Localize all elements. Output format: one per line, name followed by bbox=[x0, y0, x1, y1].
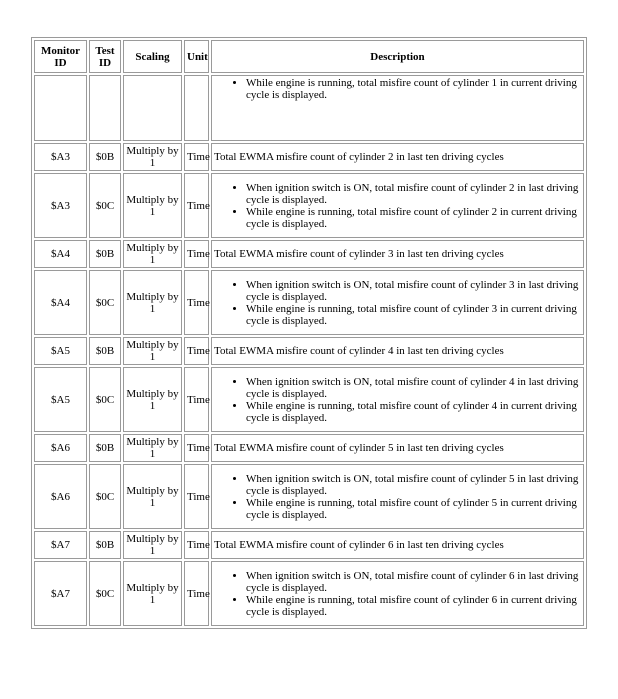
unit-cell bbox=[184, 75, 209, 141]
unit-cell: Time bbox=[184, 270, 209, 335]
header-scaling: Scaling bbox=[123, 40, 182, 73]
description-bullet-list bbox=[214, 279, 581, 327]
table-row bbox=[34, 561, 584, 626]
scaling-cell: Multiply by 1 bbox=[123, 240, 182, 268]
table-row bbox=[34, 434, 584, 462]
description-bullet: • When ignition switch is ON, total misfire count of cylinder 4 in last driving cycle is displayed. bbox=[246, 376, 581, 400]
scaling-cell: Multiply by 1 bbox=[123, 337, 182, 365]
description-bullet-list bbox=[214, 473, 581, 521]
test-id-cell: $0C bbox=[89, 367, 121, 432]
scaling-cell: Multiply by 1 bbox=[123, 367, 182, 432]
monitor-id-cell: $A5 bbox=[34, 337, 87, 365]
description-bullet-list bbox=[214, 182, 581, 230]
table-row bbox=[34, 75, 584, 141]
description-bullet: • While engine is running, total misfire count of cylinder 6 in current driving cycle is displayed. bbox=[246, 594, 581, 618]
header-unit: Unit bbox=[184, 40, 209, 73]
header-row bbox=[34, 40, 584, 73]
test-id-cell: $0B bbox=[89, 337, 121, 365]
description-bullet: • When ignition switch is ON, total misfire count of cylinder 5 in last driving cycle is displayed. bbox=[246, 473, 581, 497]
table-row bbox=[34, 240, 584, 268]
monitor-id-cell: $A4 bbox=[34, 240, 87, 268]
description-cell: Total EWMA misfire count of cylinder 4 in last ten driving cycles bbox=[211, 337, 584, 365]
description-cell: Total EWMA misfire count of cylinder 3 in last ten driving cycles bbox=[211, 240, 584, 268]
monitor-id-cell: $A6 bbox=[34, 434, 87, 462]
test-id-cell: $0B bbox=[89, 434, 121, 462]
unit-cell: Time bbox=[184, 561, 209, 626]
description-bullet-list bbox=[214, 376, 581, 424]
description-cell bbox=[211, 75, 584, 141]
description-cell bbox=[211, 561, 584, 626]
description-bullet: • While engine is running, total misfire count of cylinder 3 in current driving cycle is displayed. bbox=[246, 303, 581, 327]
table-row bbox=[34, 173, 584, 238]
description-bullet: • While engine is running, total misfire count of cylinder 2 in current driving cycle is displayed. bbox=[246, 206, 581, 230]
table-row bbox=[34, 367, 584, 432]
scaling-cell: Multiply by 1 bbox=[123, 143, 182, 171]
unit-cell: Time bbox=[184, 464, 209, 529]
test-id-cell: $0C bbox=[89, 561, 121, 626]
description-cell bbox=[211, 367, 584, 432]
description-cell: Total EWMA misfire count of cylinder 5 in last ten driving cycles bbox=[211, 434, 584, 462]
monitor-id-cell: $A4 bbox=[34, 270, 87, 335]
description-cell bbox=[211, 173, 584, 238]
unit-cell: Time bbox=[184, 143, 209, 171]
unit-cell: Time bbox=[184, 531, 209, 559]
description-bullet: • While engine is running, total misfire count of cylinder 5 in current driving cycle is displayed. bbox=[246, 497, 581, 521]
test-id-cell: $0B bbox=[89, 240, 121, 268]
description-bullet: • While engine is running, total misfire count of cylinder 1 in current driving cycle is displayed. bbox=[246, 77, 581, 101]
test-id-cell: $0C bbox=[89, 173, 121, 238]
table-row bbox=[34, 531, 584, 559]
monitor-id-cell: $A6 bbox=[34, 464, 87, 529]
scaling-cell bbox=[123, 75, 182, 141]
test-id-cell bbox=[89, 75, 121, 141]
description-bullet: • When ignition switch is ON, total misfire count of cylinder 6 in last driving cycle is displayed. bbox=[246, 570, 581, 594]
description-bullet-list bbox=[214, 570, 581, 618]
header-test-id: Test ID bbox=[89, 40, 121, 73]
description-cell: Total EWMA misfire count of cylinder 2 in last ten driving cycles bbox=[211, 143, 584, 171]
test-id-cell: $0C bbox=[89, 464, 121, 529]
monitor-id-cell: $A7 bbox=[34, 561, 87, 626]
scaling-cell: Multiply by 1 bbox=[123, 561, 182, 626]
description-bullet: • When ignition switch is ON, total misfire count of cylinder 3 in last driving cycle is displayed. bbox=[246, 279, 581, 303]
description-cell bbox=[211, 270, 584, 335]
unit-cell: Time bbox=[184, 434, 209, 462]
unit-cell: Time bbox=[184, 337, 209, 365]
description-bullet-list bbox=[214, 77, 581, 101]
monitor-id-cell: $A5 bbox=[34, 367, 87, 432]
header-description: Description bbox=[211, 40, 584, 73]
test-id-cell: $0B bbox=[89, 143, 121, 171]
test-id-cell: $0B bbox=[89, 531, 121, 559]
monitor-id-cell: $A3 bbox=[34, 143, 87, 171]
table-row bbox=[34, 143, 584, 171]
table-row bbox=[34, 464, 584, 529]
table-row bbox=[34, 337, 584, 365]
test-id-cell: $0C bbox=[89, 270, 121, 335]
scaling-cell: Multiply by 1 bbox=[123, 270, 182, 335]
table-container bbox=[31, 37, 587, 629]
unit-cell: Time bbox=[184, 240, 209, 268]
header-monitor-id: Monitor ID bbox=[34, 40, 87, 73]
scaling-cell: Multiply by 1 bbox=[123, 434, 182, 462]
scaling-cell: Multiply by 1 bbox=[123, 531, 182, 559]
unit-cell: Time bbox=[184, 367, 209, 432]
scaling-cell: Multiply by 1 bbox=[123, 464, 182, 529]
table-row bbox=[34, 270, 584, 335]
scaling-cell: Multiply by 1 bbox=[123, 173, 182, 238]
description-cell bbox=[211, 464, 584, 529]
description-cell: Total EWMA misfire count of cylinder 6 in last ten driving cycles bbox=[211, 531, 584, 559]
description-bullet: • When ignition switch is ON, total misfire count of cylinder 2 in last driving cycle is displayed. bbox=[246, 182, 581, 206]
unit-cell: Time bbox=[184, 173, 209, 238]
monitor-id-cell bbox=[34, 75, 87, 141]
monitor-id-cell: $A3 bbox=[34, 173, 87, 238]
description-bullet: • While engine is running, total misfire count of cylinder 4 in current driving cycle is displayed. bbox=[246, 400, 581, 424]
table-body bbox=[34, 75, 584, 626]
monitor-test-table bbox=[31, 37, 587, 629]
monitor-id-cell: $A7 bbox=[34, 531, 87, 559]
